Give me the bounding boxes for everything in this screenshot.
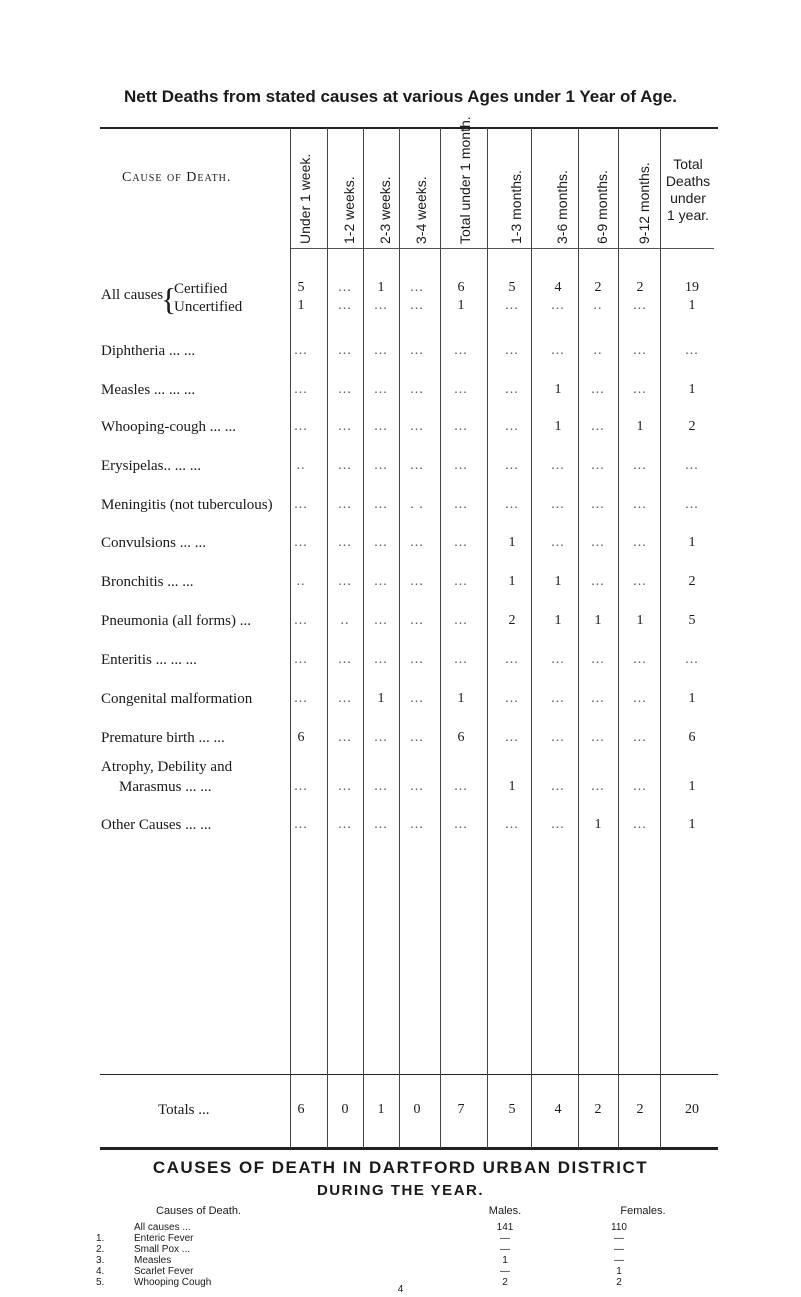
row-label: Erysipelas.. ... ... <box>101 458 201 474</box>
table-cell: ... <box>338 574 352 589</box>
item-number: 4. <box>96 1266 105 1277</box>
table-cell: ... <box>294 817 308 832</box>
row-label: Diphtheria ... ... <box>101 343 196 359</box>
total-cell: 5 <box>508 1102 516 1117</box>
table-cell: ... <box>294 382 308 397</box>
table-cell: ... <box>685 343 699 358</box>
table-bottom-rule <box>100 1147 718 1150</box>
table-cell: 5 <box>297 280 305 295</box>
table-cell: .. <box>296 458 306 473</box>
table-cell: ... <box>633 298 647 313</box>
age-column-header: 1-2 weeks. <box>341 176 357 244</box>
table-cell: ... <box>551 691 565 706</box>
total-header-line: 1 year. <box>666 207 710 223</box>
table-cell: ... <box>374 730 388 745</box>
total-cell: 4 <box>554 1102 562 1117</box>
table-cell: 1 <box>688 779 696 794</box>
table-cell: 6 <box>688 730 696 745</box>
table-cell: ... <box>505 817 519 832</box>
table-cell: ... <box>633 574 647 589</box>
table-cell: ... <box>591 779 605 794</box>
table-cell: 19 <box>685 280 699 295</box>
table-cell: 1 <box>508 779 516 794</box>
page-number: 4 <box>397 1284 404 1295</box>
table-cell: ... <box>338 497 352 512</box>
table-cell: ... <box>633 779 647 794</box>
table-cell: ... <box>410 458 424 473</box>
total-cell: 2 <box>636 1102 644 1117</box>
table-cell: 1 <box>688 298 696 313</box>
item-name: All causes ... <box>134 1222 191 1233</box>
table-cell: 1 <box>457 298 465 313</box>
table-cell: ... <box>551 298 565 313</box>
table-cell: ... <box>410 613 424 628</box>
table-cell: ... <box>374 343 388 358</box>
table-cell: 1 <box>377 280 385 295</box>
table-cell: 1 <box>377 691 385 706</box>
table-cell: ... <box>505 691 519 706</box>
table-cell: ... <box>454 535 468 550</box>
table-cell: .. <box>296 574 306 589</box>
table-cell: ... <box>633 343 647 358</box>
table-cell: ... <box>294 613 308 628</box>
table-cell: ... <box>591 691 605 706</box>
table-cell: ... <box>551 458 565 473</box>
table-cell: ... <box>551 497 565 512</box>
table-cell: ... <box>505 497 519 512</box>
item-females: 2 <box>616 1277 622 1288</box>
table-cell: ... <box>374 497 388 512</box>
table-cell: ... <box>633 652 647 667</box>
age-column-header: Total under 1 month. <box>457 116 473 244</box>
table-cell: 1 <box>688 817 696 832</box>
table-cell: .. <box>340 613 350 628</box>
row-label: Bronchitis ... ... <box>101 574 194 590</box>
item-name: Whooping Cough <box>134 1277 212 1288</box>
table-cell: ... <box>633 535 647 550</box>
section-heading: CAUSES OF DEATH IN DARTFORD URBAN DISTRICT <box>152 1158 649 1177</box>
total-column-header <box>658 156 718 224</box>
item-males: — <box>500 1266 510 1277</box>
page-title: Nett Deaths from stated causes at various Ages under 1 Year of Age. <box>124 87 677 106</box>
total-cell: 0 <box>341 1102 349 1117</box>
table-cell: ... <box>505 730 519 745</box>
cause-column-header: Cause of Death. <box>122 170 232 185</box>
table-cell: ... <box>551 817 565 832</box>
section-subheading: DURING THE YEAR. <box>316 1182 485 1199</box>
table-cell: ... <box>591 419 605 434</box>
item-name: Measles <box>134 1255 172 1266</box>
table-cell: ... <box>338 691 352 706</box>
row-label: Convulsions ... ... <box>101 535 207 551</box>
table-cell: 1 <box>508 574 516 589</box>
table-cell: ... <box>374 613 388 628</box>
row-label: Marasmus ... ... <box>119 779 212 795</box>
table-cell: ... <box>338 343 352 358</box>
table-cell: 1 <box>636 613 644 628</box>
table-cell: ... <box>338 298 352 313</box>
item-females: 1 <box>616 1266 622 1277</box>
header-rule <box>290 248 714 249</box>
table-cell: 6 <box>297 730 305 745</box>
table-cell: 6 <box>457 280 465 295</box>
table-cell: ... <box>591 382 605 397</box>
table-cell: ... <box>294 652 308 667</box>
row-label: Pneumonia (all forms) ... <box>101 613 251 629</box>
total-header-line: Deaths <box>665 173 711 189</box>
table-cell: 1 <box>297 298 305 313</box>
table-cell: ... <box>685 652 699 667</box>
table-cell: ... <box>685 497 699 512</box>
table-cell: ... <box>454 497 468 512</box>
item-number: 3. <box>96 1255 105 1266</box>
table-cell: ... <box>505 458 519 473</box>
table-cell: ... <box>505 419 519 434</box>
item-males: 141 <box>496 1222 514 1233</box>
table-cell: ... <box>374 419 388 434</box>
table-cell: 1 <box>508 535 516 550</box>
table-cell: ... <box>410 535 424 550</box>
table-cell: ... <box>338 280 352 295</box>
row-label: Enteritis ... ... ... <box>101 652 197 668</box>
row-label: Measles ... ... ... <box>101 382 196 398</box>
table-cell: ... <box>294 535 308 550</box>
item-number: 1. <box>96 1233 105 1244</box>
table-cell: ... <box>410 779 424 794</box>
table-cell: 1 <box>594 613 602 628</box>
table-cell: ... <box>454 779 468 794</box>
table-cell: ... <box>591 652 605 667</box>
column-divider <box>618 128 619 1148</box>
table-cell: ... <box>410 652 424 667</box>
table-top-rule <box>100 127 718 129</box>
table-cell: ... <box>294 779 308 794</box>
table-cell: ... <box>374 817 388 832</box>
table-cell: ... <box>454 652 468 667</box>
table-cell: 2 <box>594 280 602 295</box>
table-cell: ... <box>294 691 308 706</box>
age-column-header: 1-3 months. <box>508 170 524 244</box>
total-cell: 1 <box>377 1102 385 1117</box>
table-cell: ... <box>410 298 424 313</box>
table-cell: 1 <box>594 817 602 832</box>
table-cell: ... <box>338 817 352 832</box>
table-cell: 2 <box>636 280 644 295</box>
table-cell: 5 <box>688 613 696 628</box>
item-males: — <box>500 1244 510 1255</box>
row-label: Other Causes ... ... <box>101 817 212 833</box>
brace-glyph: { <box>161 281 177 317</box>
row-label: Congenital malformation <box>101 691 253 707</box>
table-cell: ... <box>633 382 647 397</box>
table-cell: ... <box>633 458 647 473</box>
table-cell: ... <box>410 382 424 397</box>
table-cell: ... <box>374 458 388 473</box>
table-cell: ... <box>374 574 388 589</box>
table-cell: .. <box>593 298 603 313</box>
table-cell: ... <box>454 458 468 473</box>
table-cell: ... <box>505 382 519 397</box>
total-cell: 20 <box>685 1102 699 1117</box>
females-column-label: Females. <box>620 1205 666 1217</box>
item-females: — <box>614 1233 624 1244</box>
item-males: 2 <box>502 1277 508 1288</box>
table-cell: ... <box>454 382 468 397</box>
table-cell: ... <box>374 652 388 667</box>
age-column-header: Under 1 week. <box>297 153 313 244</box>
item-name: Scarlet Fever <box>134 1266 194 1277</box>
item-females: 110 <box>611 1222 627 1233</box>
totals-label: Totals ... <box>158 1102 210 1118</box>
table-cell: ... <box>454 574 468 589</box>
item-males: — <box>500 1233 510 1244</box>
table-cell: ... <box>374 298 388 313</box>
table-cell: ... <box>551 535 565 550</box>
all-causes-label: All causes <box>101 287 164 303</box>
table-cell: ... <box>454 343 468 358</box>
table-cell: 1 <box>688 382 696 397</box>
table-cell: 4 <box>554 280 562 295</box>
table-cell: 1 <box>636 419 644 434</box>
table-cell: 2 <box>688 419 696 434</box>
table-cell: ... <box>633 817 647 832</box>
table-cell: ... <box>591 730 605 745</box>
table-cell: ... <box>410 691 424 706</box>
total-cell: 0 <box>413 1102 421 1117</box>
row-label: Whooping-cough ... ... <box>101 419 236 435</box>
age-column-header: 9-12 months. <box>636 162 652 244</box>
row-label: Premature birth ... ... <box>101 730 225 746</box>
item-males: 1 <box>502 1255 508 1266</box>
table-cell: ... <box>591 497 605 512</box>
table-cell: 1 <box>554 613 562 628</box>
total-cell: 6 <box>297 1102 305 1117</box>
table-cell: ... <box>374 535 388 550</box>
table-cell: ... <box>505 652 519 667</box>
table-cell: ... <box>338 535 352 550</box>
certified-label: Certified <box>174 281 228 297</box>
table-cell: ... <box>591 458 605 473</box>
table-cell: ... <box>410 574 424 589</box>
table-cell: ... <box>410 419 424 434</box>
males-column-label: Males. <box>488 1205 522 1217</box>
item-number: 2. <box>96 1244 105 1255</box>
total-cell: 2 <box>594 1102 602 1117</box>
table-cell: ... <box>410 280 424 295</box>
table-cell: ... <box>591 535 605 550</box>
column-divider <box>487 128 488 1148</box>
table-cell: ... <box>685 458 699 473</box>
table-cell: ... <box>374 382 388 397</box>
age-column-header: 2-3 weeks. <box>377 176 393 244</box>
table-cell: 5 <box>508 280 516 295</box>
item-number: 5. <box>96 1277 105 1288</box>
table-cell: ... <box>338 382 352 397</box>
table-cell: ... <box>551 779 565 794</box>
table-cell: ... <box>410 730 424 745</box>
table-cell: ... <box>591 574 605 589</box>
table-cell: ... <box>551 730 565 745</box>
item-name: Enteric Fever <box>134 1233 194 1244</box>
table-cell: .. <box>593 343 603 358</box>
table-cell: 1 <box>554 419 562 434</box>
total-cell: 7 <box>457 1102 465 1117</box>
table-cell: ... <box>454 613 468 628</box>
table-cell: . . <box>410 497 424 512</box>
table-cell: 2 <box>688 574 696 589</box>
item-females: — <box>614 1255 624 1266</box>
row-label: Meningitis (not tuberculous) <box>101 497 273 513</box>
table-cell: 1 <box>688 691 696 706</box>
column-divider <box>660 128 661 1148</box>
table-cell: 6 <box>457 730 465 745</box>
table-cell: ... <box>633 497 647 512</box>
uncertified-label: Uncertified <box>174 299 243 315</box>
table-cell: ... <box>338 652 352 667</box>
item-name: Small Pox ... <box>134 1244 191 1255</box>
item-females: — <box>614 1244 624 1255</box>
table-cell: ... <box>338 419 352 434</box>
table-cell: ... <box>505 343 519 358</box>
totals-top-rule <box>100 1074 718 1075</box>
row-label: Atrophy, Debility and <box>101 759 233 775</box>
table-cell: 2 <box>508 613 516 628</box>
table-cell: ... <box>551 652 565 667</box>
table-cell: ... <box>454 419 468 434</box>
table-cell: ... <box>294 343 308 358</box>
age-column-header: 3-6 months. <box>554 170 570 244</box>
causes-column-label: Causes of Death. <box>156 1205 241 1217</box>
table-cell: ... <box>294 419 308 434</box>
table-cell: 1 <box>554 574 562 589</box>
age-column-header: 3-4 weeks. <box>413 176 429 244</box>
age-column-header: 6-9 months. <box>594 170 610 244</box>
table-cell: ... <box>338 779 352 794</box>
table-cell: ... <box>633 691 647 706</box>
table-cell: 1 <box>688 535 696 550</box>
total-header-line: Total <box>673 156 703 172</box>
table-cell: ... <box>294 497 308 512</box>
table-cell: ... <box>338 458 352 473</box>
table-cell: ... <box>338 730 352 745</box>
table-cell: 1 <box>554 382 562 397</box>
total-header-line: under <box>670 190 706 206</box>
table-cell: ... <box>454 817 468 832</box>
table-cell: ... <box>505 298 519 313</box>
table-cell: ... <box>633 730 647 745</box>
table-cell: ... <box>410 343 424 358</box>
table-cell: ... <box>374 779 388 794</box>
table-cell: 1 <box>457 691 465 706</box>
table-cell: ... <box>551 343 565 358</box>
table-cell: ... <box>410 817 424 832</box>
